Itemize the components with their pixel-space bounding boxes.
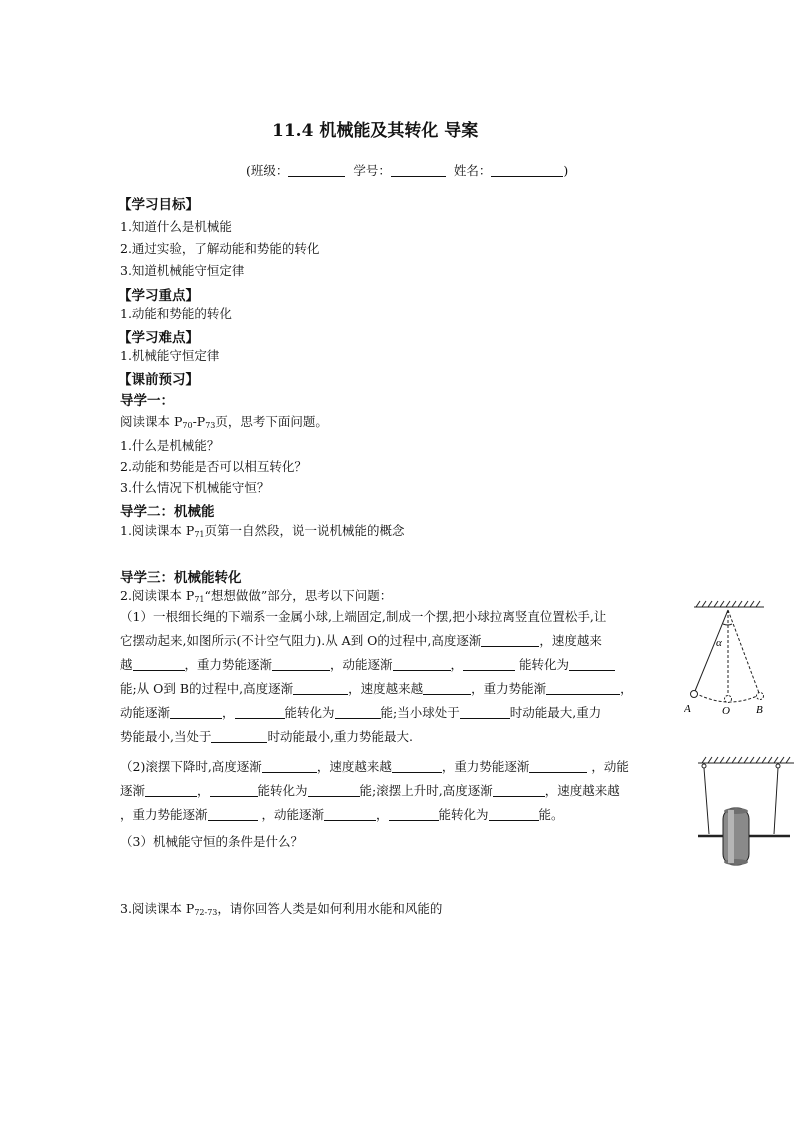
answer-blank[interactable] — [493, 784, 545, 797]
ball-o — [725, 696, 732, 703]
name-blank[interactable] — [491, 164, 563, 177]
answer-blank[interactable] — [324, 808, 376, 821]
difficulty-heading: 【学习难点】 — [118, 330, 199, 346]
answer-blank[interactable] — [393, 658, 451, 671]
rolling-pendulum-diagram — [694, 756, 794, 868]
name-label: 姓名： — [453, 163, 492, 178]
goals-heading: 【学习目标】 — [118, 197, 199, 213]
student-id-label: 学号： — [353, 163, 391, 178]
info-close: ) — [563, 163, 569, 178]
string-right — [728, 610, 759, 693]
guide1-question: 3.什么情况下机械能守恒？ — [120, 480, 270, 495]
thread-right — [774, 768, 778, 834]
focus-heading: 【学习重点】 — [118, 288, 199, 304]
goal-item: 2.通过实验，了解动能和势能的转化 — [120, 241, 320, 256]
guide1-question: 1.什么是机械能？ — [120, 438, 220, 453]
answer-blank[interactable] — [546, 682, 620, 695]
answer-blank[interactable] — [145, 784, 197, 797]
answer-blank[interactable] — [293, 682, 348, 695]
answer-blank[interactable] — [308, 784, 360, 797]
student-info-line — [246, 163, 568, 179]
answer-blank[interactable] — [569, 658, 615, 671]
guide1-read: 阅读课本 $P_{70}-P_{73}$页，思考下面问题。 — [120, 414, 328, 430]
answer-blank[interactable] — [272, 658, 330, 671]
answer-blank[interactable] — [481, 634, 539, 647]
preview-heading: 【课前预习】 — [118, 372, 199, 388]
label-o: O — [722, 705, 730, 717]
top-bar-hatch — [698, 757, 794, 763]
student-id-blank[interactable] — [391, 164, 446, 177]
difficulty-item: 1.机械能守恒定律 — [120, 348, 220, 363]
guide2-text: 1.阅读课本 $P_{71}$页第一自然段，说一说机械能的概念 — [120, 523, 405, 539]
class-label: (班级： — [246, 163, 289, 178]
guide3-heading: 导学三：机械能转化 — [120, 570, 242, 586]
page-title: 11.4 机械能及其转化 导案 — [272, 121, 479, 141]
label-b: B — [756, 704, 763, 716]
label-alpha: α — [716, 637, 722, 649]
answer-blank[interactable] — [335, 706, 381, 719]
string-left — [695, 610, 728, 691]
guide3-intro: 2.阅读课本 $P_{71}“$想想做做”部分，思考以下问题： — [120, 588, 393, 604]
answer-blank[interactable] — [489, 808, 539, 821]
pendulum-diagram — [684, 598, 768, 720]
answer-blank[interactable] — [460, 706, 510, 719]
label-a: A — [684, 703, 691, 715]
wheel — [723, 808, 749, 865]
goal-item: 1.知道什么是机械能 — [120, 219, 232, 234]
goal-item: 3.知道机械能守恒定律 — [120, 263, 245, 278]
answer-blank[interactable] — [210, 784, 258, 797]
focus-item: 1.动能和势能的转化 — [120, 306, 232, 321]
answer-blank[interactable] — [170, 706, 222, 719]
answer-blank[interactable] — [211, 730, 267, 743]
answer-blank[interactable] — [423, 682, 471, 695]
answer-blank[interactable] — [389, 808, 439, 821]
ball-b — [757, 693, 764, 700]
guide2-heading: 导学二：机械能 — [120, 504, 215, 520]
answer-blank[interactable] — [133, 658, 185, 671]
question-1: （1）一根细长绳的下端系一金属小球,上端固定,制成一个摆,把小球拉离竖直位置松手,让 它摆动起来,如图所示(不计空气阻力).从 A到 O的过程中,高度逐渐 ，速度越来 越 ，重力势能逐渐 ，动能逐渐 ， 能转化为 能;从 O到 B的过程中,高度逐渐 ，速度越来越 ，重力势能渐 ， 动能逐渐 ， 能转化为 能;当小球处于 时动能最大,重力 势能最小,当处于 时动能最小,重力势能最大. — [120, 609, 633, 744]
angle-arc — [723, 624, 732, 625]
ball-a — [691, 691, 698, 698]
answer-blank[interactable] — [235, 706, 285, 719]
thread-left — [704, 768, 709, 834]
question-2: （2)滚摆下降时,高度逐渐 ，速度越来越 ，重力势能逐渐 ，动能 逐渐 ， 能转化为 能;滚摆上升时,高度逐渐 ，速度越来越 ，重力势能逐渐 ，动能逐渐 ， 能转化为 能。 — [120, 759, 629, 822]
guide1-question: 2.动能和势能是否可以相互转化？ — [120, 459, 307, 474]
answer-blank[interactable] — [529, 760, 587, 773]
ceiling-hatch — [694, 601, 764, 607]
answer-blank[interactable] — [392, 760, 442, 773]
answer-blank[interactable] — [262, 760, 317, 773]
answer-blank[interactable] — [208, 808, 258, 821]
question-4: 3.阅读课本 $P_{72-73}$，请你回答人类是如何利用水能和风能的 — [120, 901, 443, 917]
question-3: （3）机械能守恒的条件是什么？ — [120, 834, 303, 849]
answer-blank[interactable] — [463, 658, 515, 671]
class-blank[interactable] — [288, 164, 345, 177]
guide1-heading: 导学一： — [120, 393, 174, 409]
